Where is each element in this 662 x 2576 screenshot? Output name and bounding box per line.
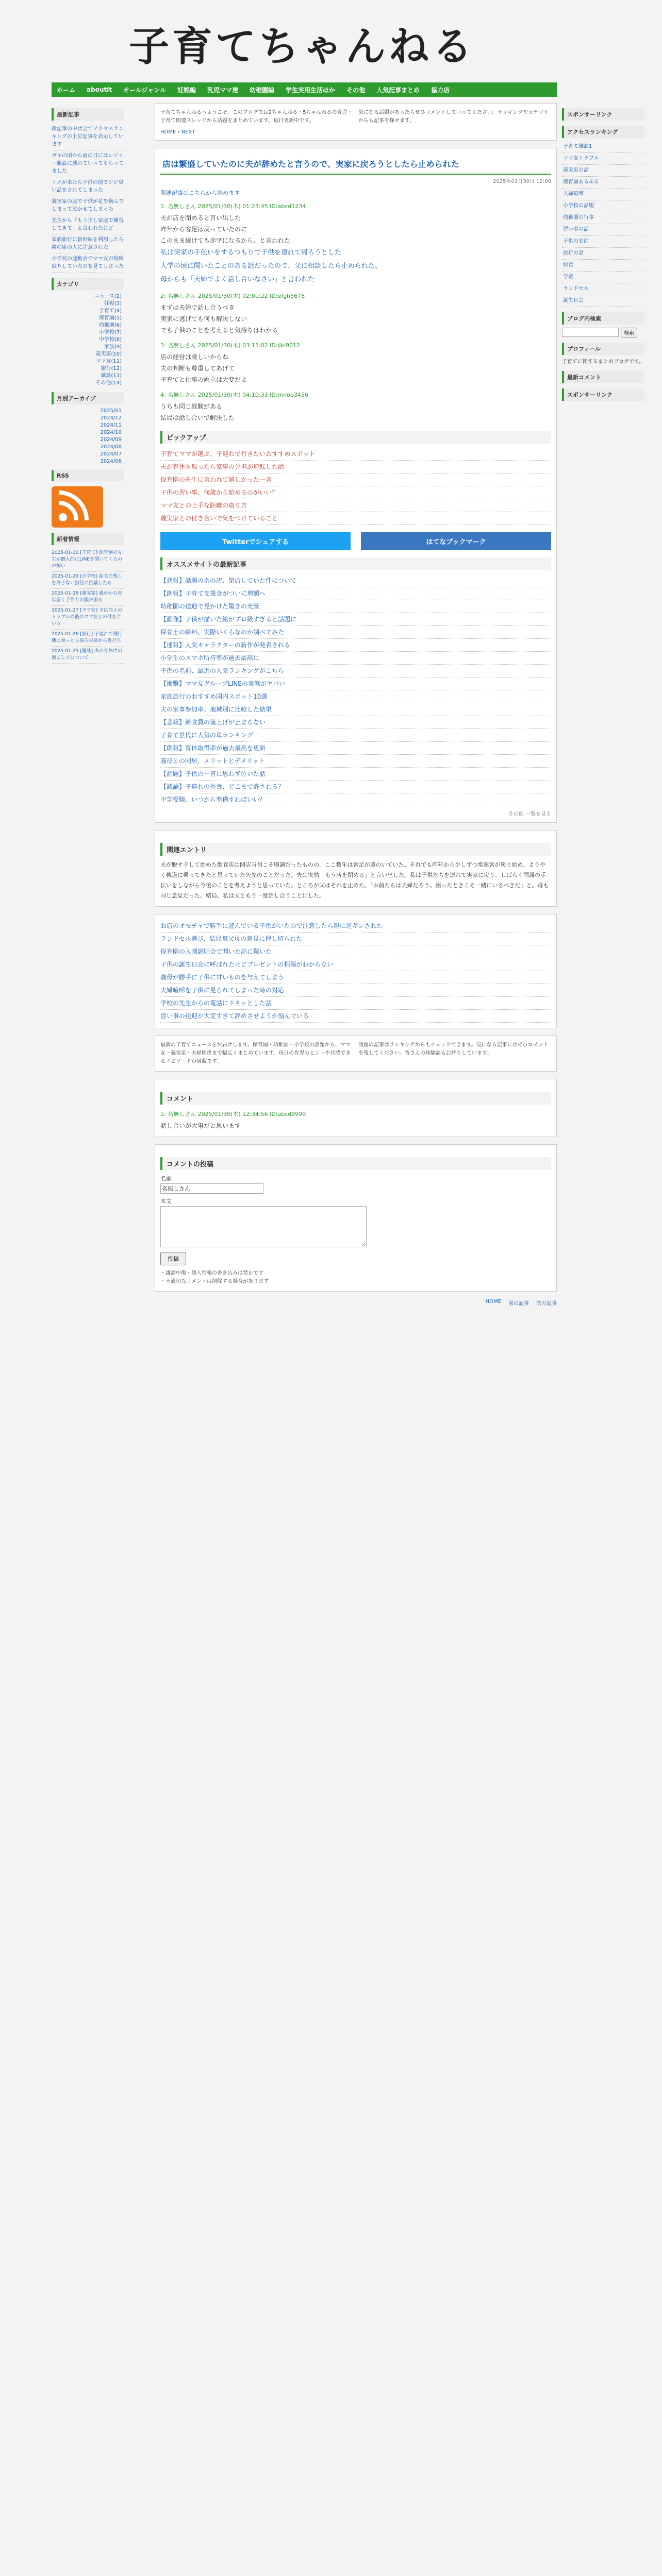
- ranking-item[interactable]: ママ友トラブル: [562, 153, 644, 165]
- pager-prev[interactable]: 前の記事: [508, 1301, 529, 1307]
- related-item[interactable]: 子供の誕生日会に呼ばれたけどプレゼントの相場がわからない: [160, 958, 551, 971]
- recent-list: [52, 124, 124, 273]
- recommend-item[interactable]: 中学受験、いつから準備すればいい？: [160, 793, 551, 806]
- archive-item[interactable]: 2024/09: [100, 437, 122, 443]
- recommend-list: [160, 574, 551, 806]
- comment-item-body: 話し合いが大事だと思います: [160, 1122, 241, 1129]
- article-date: 2025年01月30日 12:00: [493, 179, 551, 184]
- recommend-item[interactable]: 【衝撃】ママ友グループLINEの実態がヤバい: [160, 677, 551, 690]
- post-line: 結局は話し合いで解決した: [160, 414, 235, 421]
- main-content: [155, 103, 557, 2576]
- recommend-item[interactable]: 幼稚園の送迎で見かけた驚きの光景: [160, 600, 551, 613]
- logo-text: 子育てちゃんねる: [129, 24, 476, 70]
- category-item[interactable]: その他(14): [95, 380, 122, 386]
- category-item[interactable]: 小学校(7): [98, 330, 122, 335]
- post-line: 実家に逃げても何も解決しない: [160, 315, 247, 323]
- new-item[interactable]: 2025-01-26 [旅行] 子連れで飛行機に乗ったら後ろの席から舌打ち: [52, 630, 124, 647]
- post-line: このまま続けても赤字になるから、と言われた: [160, 237, 291, 244]
- post-body: [160, 212, 551, 286]
- recommend-item[interactable]: 【画像】子供が描いた絵がプロ級すぎると話題に: [160, 613, 551, 626]
- related-item[interactable]: 保育園の入園説明会で聞いた話に驚いた: [160, 945, 551, 958]
- recent-item[interactable]: 小学校の運動会でママ友が場所取りしていたのを見てしまった: [52, 253, 124, 273]
- posts: [160, 202, 551, 423]
- breadcrumb-sep: ›: [177, 129, 181, 135]
- pickup-item[interactable]: 義実家との付き合いで気をつけていること: [160, 512, 551, 525]
- recent-item[interactable]: 義実家の庭で子供が花を摘んでしまって泣かせてしまった: [52, 196, 124, 215]
- recent-head: 最新記事: [52, 108, 124, 121]
- comments-head: コメント: [160, 1092, 551, 1105]
- ranking-item[interactable]: 小学校の話題: [562, 200, 644, 212]
- post-head: 2: 名無しさん 2025/01/30(木) 02:01:22 ID:efgh5678: [160, 293, 305, 299]
- ranking-item[interactable]: 保育園あるある: [562, 177, 644, 189]
- comments-box: [155, 1079, 557, 1137]
- post-line: 夫が店を閉めると言い出した: [160, 214, 241, 222]
- post-emph-line: 大学の頃に聞いたことのある話だったので、父に相談したら止められた。: [160, 262, 382, 270]
- profile-head: プロフィール: [562, 343, 644, 355]
- recommend-item[interactable]: 家族旅行のおすすめ国内スポット10選: [160, 690, 551, 703]
- archive-item[interactable]: 2024/11: [100, 422, 122, 428]
- ranking-item[interactable]: 給食: [562, 260, 644, 272]
- category-item[interactable]: ママ友(11): [95, 359, 122, 364]
- hatena-bookmark-button[interactable]: はてなブックマーク: [361, 532, 551, 550]
- ranking-item[interactable]: 幼稚園の行事: [562, 212, 644, 224]
- archive-item[interactable]: 2024/12: [100, 415, 122, 421]
- search-head: ブログ内検索: [562, 312, 644, 325]
- form-note: ・不適切なコメントは削除する場合があります: [160, 1279, 269, 1284]
- recommend-item[interactable]: 子育て世代に人気の車ランキング: [160, 729, 551, 742]
- post-line: でも子供のことを考えると気持ちはわかる: [160, 327, 278, 334]
- new-item[interactable]: 2025-01-30 [子育て] 保育園の先生が個人的にLINEを聞いてくるのが怖い: [52, 548, 124, 572]
- sp2-head: スポンサーリンク: [562, 388, 644, 401]
- search-button[interactable]: 検索: [621, 328, 637, 337]
- category-item[interactable]: 子育て(4): [98, 308, 122, 314]
- recommend-item[interactable]: 【悲報】給食費の値上げが止まらない: [160, 716, 551, 729]
- new-comments-head: 最新コメント: [562, 371, 644, 383]
- post-body: [160, 401, 551, 423]
- pickup-item[interactable]: ママ友との上手な距離の取り方: [160, 499, 551, 512]
- archive-item[interactable]: 2025/01: [100, 408, 122, 414]
- related-head: 関連エントリ: [160, 843, 551, 856]
- new-head: 新着情報: [52, 533, 124, 545]
- related-box: [155, 830, 557, 907]
- recommend-item[interactable]: 子供の名前、最近の人気ランキングがこちら: [160, 665, 551, 677]
- related-item[interactable]: 習い事の送迎が大変すぎて辞めさせようか悩んでいる: [160, 1010, 551, 1023]
- pickup-item[interactable]: 夫が育休を取ったら家事の分担が逆転した話: [160, 461, 551, 473]
- new-item[interactable]: 2025-01-25 [雑談] 夫の育休中の過ごし方について: [52, 647, 124, 664]
- site-header: [36, 5, 552, 75]
- global-nav: [52, 82, 557, 97]
- recommend-item[interactable]: 小学生のスマホ所持率が過去最高に: [160, 652, 551, 665]
- intro-box: [155, 103, 557, 141]
- recommend-item[interactable]: 【朗報】子育て支援金がついに増額へ: [160, 587, 551, 600]
- related-item[interactable]: 義母が勝手に子供に甘いものを与えてしまう: [160, 971, 551, 984]
- category-item[interactable]: 幼稚園(6): [98, 323, 122, 328]
- post-line: 昨年から客足は戻っていたのに: [160, 226, 247, 233]
- post-line: まずは夫婦で話し合うべき: [160, 304, 235, 311]
- nav-item[interactable]: 人気記事まとめ: [376, 86, 420, 94]
- nav-item[interactable]: 乳児ママ達: [207, 86, 239, 94]
- archive-item[interactable]: 2024/07: [100, 451, 122, 457]
- news-col-1: 最新の子育てニュースをお届けします。保育園・幼稚園・小学校の話題から、ママ友・義実家・夫婦関係まで幅広くまとめています。毎日の育児のヒントや共感できるエピソードが満載です。: [160, 1042, 351, 1064]
- new-item[interactable]: 2025-01-28 [義実家] 義母から毎年届く手作りの服が困る: [52, 589, 124, 606]
- news-box: [155, 1036, 557, 1072]
- nav-item[interactable]: ホーム: [57, 86, 76, 94]
- archive-list: [52, 408, 124, 465]
- comment-item-head: 1: 名無しさん 2025/01/30(木) 12:34:56 ID:abcd9999: [160, 1111, 306, 1117]
- recent-item[interactable]: 家族旅行に新幹線を利用したら隣の席の人に注意された: [52, 234, 124, 253]
- recommend-item[interactable]: 【悲報】話題のあの店、閉店していた件について: [160, 574, 551, 587]
- nav-item[interactable]: その他: [346, 86, 366, 94]
- recent-item[interactable]: ガキの頃から雨の日にはレジャー施設に連れていってもらってました: [52, 150, 124, 177]
- ranking-item[interactable]: 習い事の話: [562, 224, 644, 236]
- form-notes: [160, 1269, 551, 1286]
- recommend-more[interactable]: その他 一覧を見る: [508, 811, 551, 817]
- pickup-list: [160, 448, 551, 525]
- profile-text: 子育てに関するまとめブログです。: [562, 359, 644, 365]
- news-col-2: 話題の記事はランキングからもチェックできます。気になる記事にはぜひコメントを残してください。皆さんの体験談もお待ちしています。: [358, 1042, 549, 1056]
- nav-item[interactable]: 幼稚園編: [250, 86, 275, 94]
- pager-next[interactable]: 次の記事: [536, 1301, 557, 1307]
- recommend-item[interactable]: 【話題】子供の一言に思わず泣いた話: [160, 768, 551, 781]
- nav-item[interactable]: 学生実用生活ほか: [286, 86, 336, 94]
- ranking-item[interactable]: 子供の名前: [562, 236, 644, 248]
- submit-button[interactable]: 投稿: [160, 1252, 186, 1265]
- pickup-item[interactable]: 子供の習い事、何歳から始めるのがいい？: [160, 486, 551, 499]
- category-item[interactable]: 中学校(8): [98, 337, 122, 343]
- ranking-item[interactable]: ランドセル: [562, 283, 644, 295]
- pager: [155, 1299, 557, 1307]
- recent-item[interactable]: 新記事の中は全てアクセスランキングの上位記事を表示しています: [52, 124, 124, 150]
- new-list: [52, 548, 124, 664]
- archive-item[interactable]: 2024/10: [100, 430, 122, 435]
- post-body: [160, 302, 551, 336]
- post-emph-line: 私は実家の手伝いをするつもりで子供を連れて帰ろうとした: [160, 249, 341, 257]
- related-item[interactable]: 学校の先生からの電話にドキッとした話: [160, 997, 551, 1010]
- related-text: 夫が脱サラして始めた飲食店は開店当初こそ順調だったものの、ここ数年は客足が遠のいていた。それでも昨年から少しずつ常連客が戻り始め、ようやく軌道に乗ってきたと思っていた矢先のことだった。夫は突然「もう店を閉める」と言い出した。私は子供たちを連れて実家に戻り、しばらく両親の手伝いをしながら今後のことを考えようと思っていた。ところが父はそれを止めた。「お前たちは夫婦だろう。困ったときこそ一緒にいるべきだ」と。母も同じ意見だった。結局、私は夫ともう一度話し合うことにした。: [160, 861, 549, 899]
- archive-head: 月別アーカイブ: [52, 392, 124, 404]
- breadcrumb-home[interactable]: HOME: [160, 129, 176, 135]
- category-item[interactable]: ニュース(2): [94, 294, 122, 299]
- recommend-item[interactable]: 【朗報】育休取得率が過去最高を更新: [160, 742, 551, 755]
- sp-head: スポンサーリンク: [562, 108, 644, 121]
- category-head: カテゴリ: [52, 278, 124, 290]
- post-head: 1: 名無しさん 2025/01/30(木) 01:23:45 ID:abcd1234: [160, 203, 306, 210]
- new-item[interactable]: 2025-01-27 [ママ友] 子供同士のトラブルの後のママ友との付き合い方: [52, 606, 124, 630]
- new-item[interactable]: 2025-01-29 [小学校] 給食の残しを許さない担任に抗議したら: [52, 572, 124, 589]
- left-sidebar: [52, 103, 124, 2576]
- search-input[interactable]: [562, 328, 619, 337]
- related-link[interactable]: 関連記事はこちらから読めます: [160, 190, 240, 196]
- nav-item[interactable]: 妊娠編: [177, 86, 196, 94]
- recent-item[interactable]: トメが来たら子供の前でジジ臭い話をされてしまった: [52, 177, 124, 196]
- category-item[interactable]: 旅行(12): [101, 366, 122, 371]
- ranking-item[interactable]: 旅行の話: [562, 248, 644, 260]
- related-list-box: [155, 914, 557, 1028]
- category-item[interactable]: 保育園(5): [98, 315, 122, 321]
- nav-item[interactable]: オールジャンル: [123, 86, 166, 94]
- ranking-item[interactable]: 夫婦喧嘩: [562, 189, 644, 200]
- pickup-item[interactable]: 保育園の先生に言われて嬉しかった一言: [160, 473, 551, 486]
- form-note: ・誹謗中傷・個人情報の書き込みは禁止です: [160, 1270, 263, 1276]
- recommend-item[interactable]: 夫の家事参加率、地域別に比較した結果: [160, 703, 551, 716]
- related-item[interactable]: お店のオモチャで勝手に遊んでいる子供がいたので注意したら親に逆ギレされた: [160, 920, 551, 933]
- post-line: 子育てと仕事の両立は大変だよ: [160, 376, 247, 383]
- recommend-item[interactable]: 義母との同居、メリットとデメリット: [160, 755, 551, 768]
- rss-icon[interactable]: [52, 486, 103, 528]
- recommend-item[interactable]: 【速報】人気キャラクターの新作が発表される: [160, 639, 551, 652]
- form-head: コメントの投稿: [160, 1157, 551, 1170]
- recent-item[interactable]: 先生から「もう少し家庭で練習してきて」と言われたけど: [52, 215, 124, 234]
- pickup-head: ピックアップ: [160, 431, 551, 444]
- ranking-head: アクセスランキング: [562, 126, 644, 138]
- category-item[interactable]: 妊娠(3): [104, 301, 122, 307]
- recommend-item[interactable]: 【議論】子連れの外食、どこまで許される？: [160, 781, 551, 793]
- related-item[interactable]: 夫婦喧嘩を子供に見られてしまった時の対応: [160, 984, 551, 997]
- intro-col-1: 子育てちゃんねるへようこそ。このブログでは2ちゃんねる・5ちゃんねるの育児・子育て関連スレッドから話題をまとめています。毎日更新中です。: [160, 110, 353, 124]
- post-emph-line: 母からも「夫婦でよく話し合いなさい」と言われた: [160, 276, 315, 283]
- post-line: 夫の判断も尊重してあげて: [160, 365, 235, 372]
- nav-item[interactable]: 協力店: [431, 86, 450, 94]
- archive-item[interactable]: 2024/06: [100, 459, 122, 464]
- rss-head: RSS: [52, 470, 124, 481]
- related3-list: [160, 920, 551, 1023]
- post-line: うちも同じ経験がある: [160, 403, 223, 410]
- twitter-share-button[interactable]: Twitterでシェアする: [160, 532, 351, 550]
- name-label: 名前: [160, 1175, 172, 1182]
- archive-item[interactable]: 2024/08: [100, 444, 122, 450]
- recommend-head: オススメサイトの最新記事: [160, 557, 551, 570]
- ranking-item[interactable]: 誕生日会: [562, 295, 644, 307]
- category-item[interactable]: 義実家(10): [95, 351, 122, 357]
- post-line: 店の経営は厳しいからね: [160, 353, 229, 361]
- site-logo[interactable]: [129, 14, 510, 70]
- nav-item[interactable]: aboutit: [87, 86, 112, 93]
- category-list: [52, 293, 124, 387]
- article-title[interactable]: 店は繁盛していたのに夫が辞めたと言うので、実家に戻ろうとしたら止められた: [160, 154, 551, 175]
- related-item[interactable]: ランドセル選び、結局祖父母の意見に押し切られた: [160, 933, 551, 945]
- category-item[interactable]: 家族(9): [104, 344, 122, 350]
- category-item[interactable]: 雑談(13): [101, 373, 122, 379]
- ranking-item[interactable]: 学童: [562, 272, 644, 283]
- recommend-item[interactable]: 保育士の給料、実際いくらなのか調べてみた: [160, 626, 551, 639]
- article-box: [155, 148, 557, 823]
- post-head: 3: 名無しさん 2025/01/30(木) 03:15:02 ID:ijkl9012: [160, 342, 301, 349]
- comment-label: 本文: [160, 1198, 172, 1205]
- right-sidebar: [562, 103, 644, 2576]
- breadcrumb-next[interactable]: NEXT: [181, 129, 195, 135]
- post-head: 4: 名無しさん 2025/01/30(木) 04:10:33 ID:mnop3456: [160, 392, 308, 398]
- intro-col-2: 気になる話題があったらぜひコメントしていってください。ランキングやカテゴリからも記事を探せます。: [358, 110, 549, 124]
- comment-field[interactable]: [160, 1206, 367, 1247]
- name-field[interactable]: [160, 1183, 263, 1194]
- pager-home[interactable]: HOME: [485, 1299, 501, 1304]
- comment-form: [155, 1144, 557, 1292]
- pickup-item[interactable]: 子育てママが選ぶ、子連れで行きたいおすすめスポット: [160, 448, 551, 461]
- post-body: [160, 351, 551, 385]
- ranking-list: [562, 141, 644, 307]
- ranking-item[interactable]: 子育て雑談1: [562, 141, 644, 153]
- ranking-item[interactable]: 義実家の話: [562, 165, 644, 177]
